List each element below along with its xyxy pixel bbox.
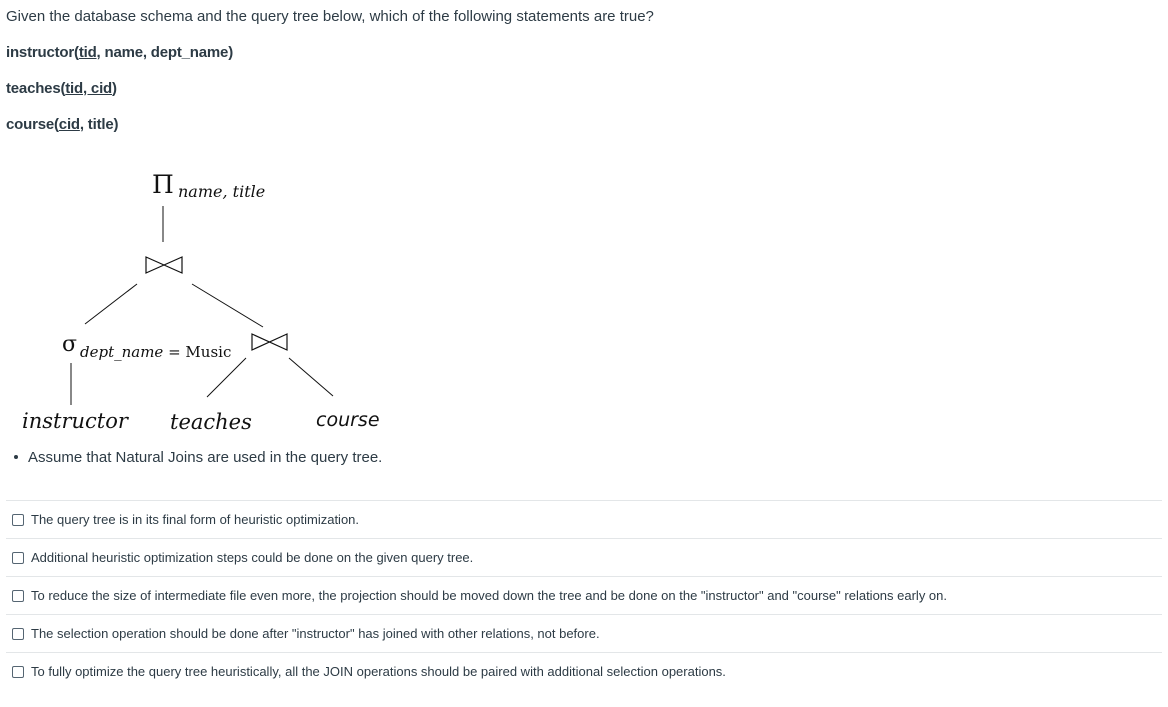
edge-join-course (289, 358, 333, 396)
schema-teaches-attrs: ) (112, 80, 117, 97)
answer-label: To fully optimize the query tree heuristically, all the JOIN operations should be paired with additional selection operations. (31, 664, 726, 679)
answer-option-5[interactable] (6, 652, 1162, 690)
edge-join-selection (85, 284, 137, 324)
checkbox[interactable] (12, 552, 24, 564)
answer-label: The query tree is in its final form of heuristic optimization. (31, 512, 360, 527)
answer-option-3[interactable] (6, 576, 1162, 614)
schema-teaches (6, 80, 117, 97)
query-tree-diagram (0, 150, 460, 450)
schema-course (6, 116, 118, 133)
schema-teaches-name: teaches( (6, 80, 66, 97)
selection-symbol: σ (62, 332, 78, 357)
bullet-dot (14, 455, 18, 459)
projection-symbol: Π (152, 170, 174, 199)
note-text: Assume that Natural Joins are used in the query tree. (28, 449, 383, 466)
answer-label: To reduce the size of intermediate file even more, the projection should be moved down the tree and be done on the "instructor" and "course" relations early on. (31, 588, 947, 603)
answer-option-4[interactable] (6, 614, 1162, 652)
bullet-note (14, 449, 382, 466)
leaf-teaches: teaches (170, 410, 252, 434)
edge-join-teaches (207, 358, 246, 397)
checkbox[interactable] (12, 628, 24, 640)
schema-instructor (6, 44, 233, 61)
checkbox[interactable] (12, 514, 24, 526)
selection-value: = Music (163, 343, 232, 361)
selection-attribute: dept_name (80, 343, 164, 361)
schema-course-key: cid (58, 116, 80, 133)
answer-label: The selection operation should be done after "instructor" has joined with other relations, not before. (31, 626, 600, 641)
schema-course-attrs: , title) (79, 116, 119, 133)
answer-option-2[interactable] (6, 538, 1162, 576)
lower-join-symbol (252, 334, 287, 350)
answer-options (6, 500, 1162, 690)
edge-join-lower-join (192, 284, 263, 327)
schema-instructor-attrs: , name, dept_name) (96, 44, 233, 61)
projection-attributes: name, title (178, 182, 266, 201)
schema-teaches-key: tid, cid (65, 80, 112, 97)
schema-instructor-key: tid (78, 44, 97, 61)
answer-label: Additional heuristic optimization steps could be done on the given query tree. (31, 550, 474, 565)
answer-option-1[interactable] (6, 500, 1162, 538)
top-join-symbol (146, 257, 182, 273)
checkbox[interactable] (12, 666, 24, 678)
question-text: Given the database schema and the query tree below, which of the following statements are true? (6, 8, 654, 25)
leaf-instructor: instructor (22, 409, 128, 433)
checkbox[interactable] (12, 590, 24, 602)
schema-course-name: course( (6, 116, 59, 133)
selection-condition (80, 343, 231, 361)
leaf-course: course (316, 409, 380, 431)
schema-instructor-name: instructor( (6, 44, 79, 61)
